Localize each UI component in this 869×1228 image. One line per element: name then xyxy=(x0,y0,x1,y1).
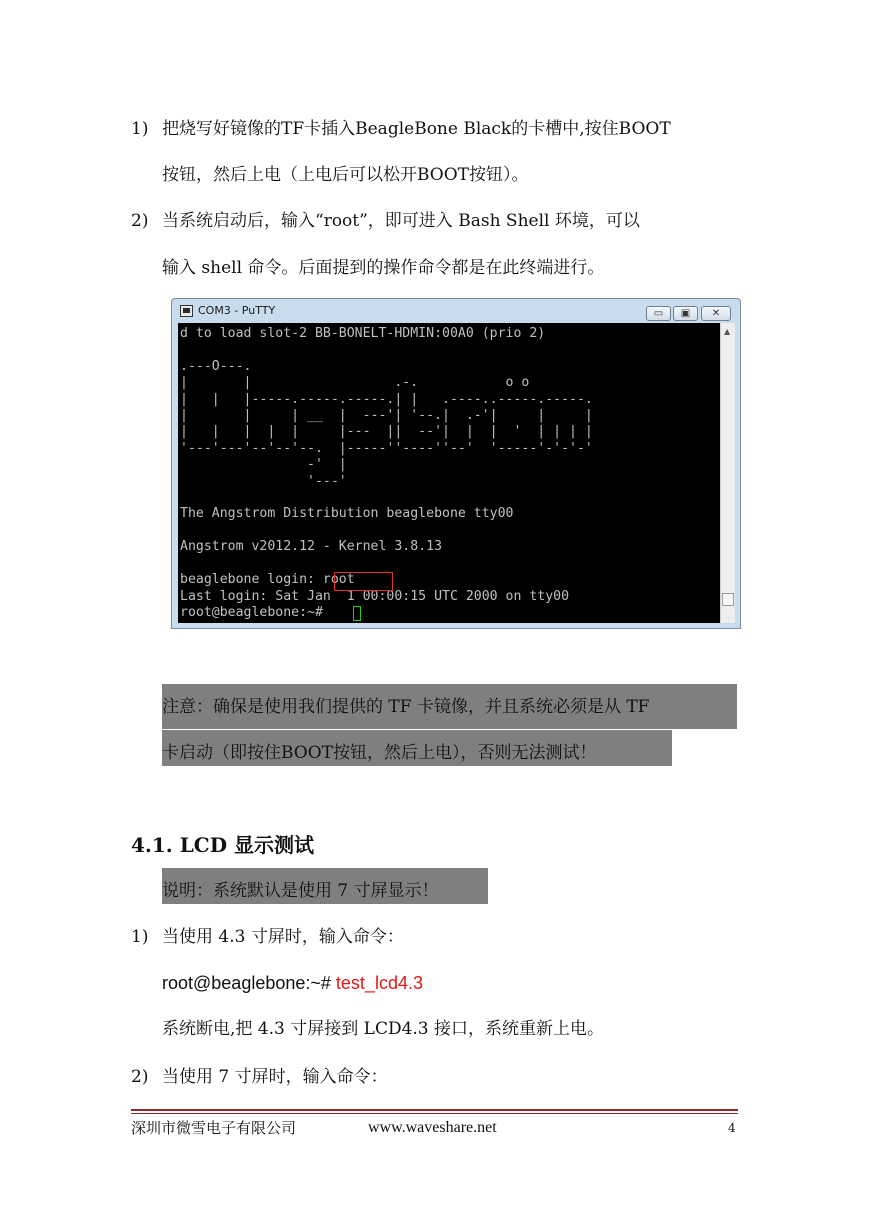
putty-title: COM3 - PuTTY xyxy=(198,304,276,317)
list-number-step-1: 1) xyxy=(131,927,149,947)
command-value: test_lcd4.3 xyxy=(335,973,423,993)
scroll-up-arrow-icon[interactable]: ▲ xyxy=(724,327,731,336)
close-button[interactable]: ✕ xyxy=(701,306,731,321)
step-1-after-text: 系统断电,把 4.3 寸屏接到 LCD4.3 接口，系统重新上电。 xyxy=(162,1019,605,1039)
putty-window xyxy=(171,298,741,629)
terminal-screen[interactable] xyxy=(178,323,720,623)
minimize-button[interactable]: ▭ xyxy=(646,306,671,321)
list-number-2: 2) xyxy=(131,211,149,231)
footer-website: www.waveshare.net xyxy=(368,1119,497,1136)
item-2-line-1: 当系统启动后，输入“root”，即可进入 Bash Shell 环境，可以 xyxy=(162,211,640,231)
terminal-cursor xyxy=(353,606,361,621)
footer-company: 深圳市微雪电子有限公司 xyxy=(131,1119,297,1137)
section-heading: 4.1. LCD 显示测试 xyxy=(131,833,315,857)
notice-line-1: 注意：确保是使用我们提供的 TF 卡镜像，并且系统必须是从 TF xyxy=(162,697,650,717)
footer-rule-thin xyxy=(131,1113,738,1114)
root-login-highlight xyxy=(334,572,393,591)
scrollbar-thumb[interactable] xyxy=(722,593,734,606)
item-1-line-2: 按钮，然后上电（上电后可以松开BOOT按钮）。 xyxy=(162,165,529,185)
footer-rule xyxy=(131,1109,738,1111)
terminal-scrollbar[interactable] xyxy=(720,323,735,623)
step-1-text: 当使用 4.3 寸屏时，输入命令： xyxy=(162,927,404,947)
page-number: 4 xyxy=(728,1121,736,1135)
maximize-button[interactable]: ▣ xyxy=(673,306,698,321)
item-1-line-1: 把烧写好镜像的TF卡插入BeagleBone Black的卡槽中,按住BOOT xyxy=(162,119,671,139)
list-number-1: 1) xyxy=(131,119,149,139)
step-2-text: 当使用 7 寸屏时，输入命令： xyxy=(162,1067,388,1087)
terminal-output: d to load slot-2 BB-BONELT-HDMIN:00A0 (prio 2) .---O---. | | .-. o o | | |-----.-----.-----.| | .----..-----.-----. | | | __ | ---'| '--.| .-'| | | | | | | | |--- || --'| | | ' | | | | '---'---'--'--'--. |-----''----''--' '-----'-'-'-' -' | '---' The Angstrom Distribution beaglebone tty00 Angstrom v2012.12 - Kernel 3.8.13 beaglebone login: root Last login: Sat Jan 1 00:00:15 UTC 2000 on tty00 root@beaglebone:~# xyxy=(180,326,593,620)
item-2-line-2: 输入 shell 命令。后面提到的操作命令都是在此终端进行。 xyxy=(162,258,605,278)
list-number-step-2: 2) xyxy=(131,1067,149,1087)
section-note: 说明：系统默认是使用 7 寸屏显示！ xyxy=(162,881,439,901)
putty-app-icon xyxy=(180,305,193,317)
command-line xyxy=(162,971,423,995)
notice-line-2: 卡启动（即按住BOOT按钮，然后上电），否则无法测试！ xyxy=(162,743,597,763)
command-prompt: root@beaglebone:~# xyxy=(162,973,336,993)
putty-titlebar[interactable] xyxy=(172,299,740,323)
